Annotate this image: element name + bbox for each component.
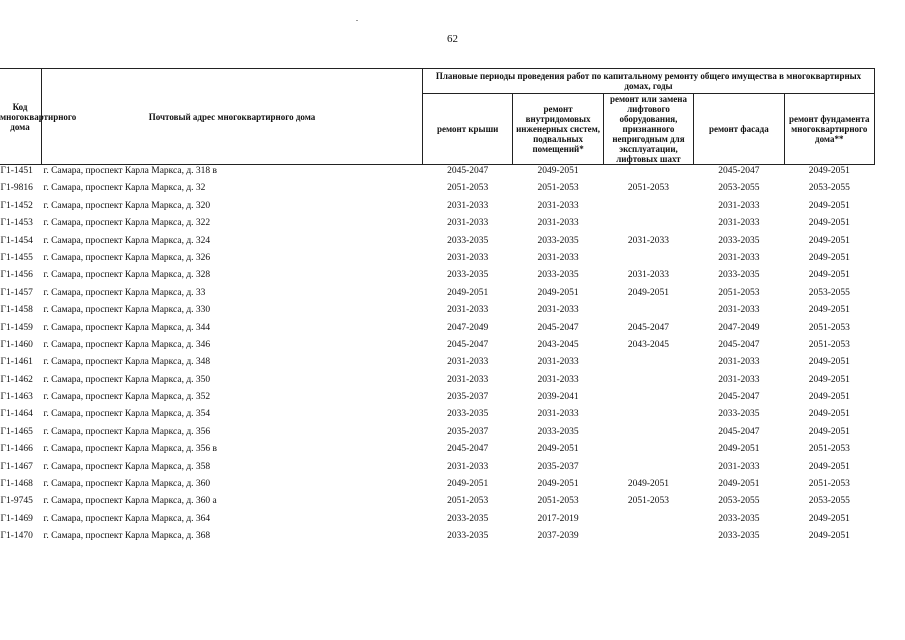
roof-period-cell: 2031-2033 bbox=[447, 305, 489, 316]
table-row bbox=[0, 391, 875, 408]
code-cell: Г1-1453 bbox=[0, 218, 33, 229]
address-cell: г. Самара, проспект Карла Маркса, д. 356 в bbox=[43, 444, 218, 455]
systems-period-cell: 2051-2053 bbox=[537, 496, 579, 507]
table-row bbox=[0, 165, 875, 183]
foundation-period-cell: 2051-2053 bbox=[808, 322, 850, 333]
lift-period-cell bbox=[603, 530, 693, 547]
table-row bbox=[0, 235, 875, 252]
header-roof: ремонт крыши bbox=[423, 94, 513, 165]
table-row bbox=[0, 443, 875, 460]
lift-period-cell bbox=[603, 391, 693, 408]
table-row bbox=[0, 461, 875, 478]
table-row bbox=[0, 217, 875, 234]
systems-period-cell: 2037-2039 bbox=[537, 531, 579, 542]
address-cell: г. Самара, проспект Карла Маркса, д. 33 bbox=[43, 287, 206, 298]
header-foundation: ремонт фундамента многоквартирного дома** bbox=[784, 94, 874, 165]
lift-period-cell bbox=[603, 513, 693, 530]
roof-period-cell: 2031-2033 bbox=[447, 461, 489, 472]
facade-period-cell: 2047-2049 bbox=[718, 322, 760, 333]
code-cell: Г1-1465 bbox=[0, 426, 33, 437]
code-cell: Г1-1468 bbox=[0, 479, 33, 490]
foundation-period-cell: 2049-2051 bbox=[808, 392, 850, 403]
table-row bbox=[0, 530, 875, 547]
roof-period-cell: 2045-2047 bbox=[447, 444, 489, 455]
foundation-period-cell: 2049-2051 bbox=[808, 252, 850, 263]
header-systems: ремонт внутридомовых инженерных систем, подвальных помещений* bbox=[513, 94, 603, 165]
systems-period-cell: 2031-2033 bbox=[537, 305, 579, 316]
address-cell: г. Самара, проспект Карла Маркса, д. 352 bbox=[43, 392, 211, 403]
roof-period-cell: 2031-2033 bbox=[447, 200, 489, 211]
roof-period-cell: 2033-2035 bbox=[447, 531, 489, 542]
foundation-period-cell: 2049-2051 bbox=[808, 200, 850, 211]
foundation-period-cell: 2049-2051 bbox=[808, 409, 850, 420]
lift-period-cell bbox=[603, 374, 693, 391]
table-row bbox=[0, 200, 875, 217]
address-cell: г. Самара, проспект Карла Маркса, д. 360 а bbox=[43, 496, 217, 507]
roof-period-cell: 2045-2047 bbox=[447, 166, 489, 176]
code-cell: Г1-1462 bbox=[0, 374, 33, 385]
address-cell: г. Самара, проспект Карла Маркса, д. 346 bbox=[43, 339, 211, 350]
systems-period-cell: 2031-2033 bbox=[537, 252, 579, 263]
roof-period-cell: 2031-2033 bbox=[447, 374, 489, 385]
facade-period-cell: 2045-2047 bbox=[718, 426, 760, 437]
systems-period-cell: 2031-2033 bbox=[537, 409, 579, 420]
code-cell: Г1-9816 bbox=[0, 183, 33, 194]
foundation-period-cell: 2053-2055 bbox=[808, 183, 850, 194]
code-cell: Г1-1451 bbox=[0, 166, 33, 176]
roof-period-cell: 2033-2035 bbox=[447, 235, 489, 246]
facade-period-cell: 2053-2055 bbox=[718, 183, 760, 194]
roof-period-cell: 2031-2033 bbox=[447, 357, 489, 368]
code-cell: Г1-1455 bbox=[0, 252, 33, 263]
facade-period-cell: 2031-2033 bbox=[718, 357, 760, 368]
foundation-period-cell: 2049-2051 bbox=[808, 357, 850, 368]
address-cell: г. Самара, проспект Карла Маркса, д. 348 bbox=[43, 357, 211, 368]
table-row bbox=[0, 304, 875, 321]
systems-period-cell: 2031-2033 bbox=[537, 200, 579, 211]
systems-period-cell: 2031-2033 bbox=[537, 357, 579, 368]
systems-period-cell: 2049-2051 bbox=[537, 166, 579, 176]
foundation-period-cell: 2053-2055 bbox=[808, 287, 850, 298]
lift-period-cell bbox=[603, 443, 693, 460]
facade-period-cell: 2045-2047 bbox=[718, 166, 760, 176]
systems-period-cell: 2017-2019 bbox=[537, 513, 579, 524]
systems-period-cell: 2039-2041 bbox=[537, 392, 579, 403]
lift-period-cell bbox=[603, 356, 693, 373]
roof-period-cell: 2045-2047 bbox=[447, 339, 489, 350]
table-row bbox=[0, 322, 875, 339]
address-cell: г. Самара, проспект Карла Маркса, д. 368 bbox=[43, 531, 211, 542]
foundation-period-cell: 2051-2053 bbox=[808, 479, 850, 490]
foundation-period-cell: 2049-2051 bbox=[808, 305, 850, 316]
address-cell: г. Самара, проспект Карла Маркса, д. 320 bbox=[43, 200, 211, 211]
lift-period-cell bbox=[603, 304, 693, 321]
roof-period-cell: 2035-2037 bbox=[447, 392, 489, 403]
systems-period-cell: 2049-2051 bbox=[537, 479, 579, 490]
foundation-period-cell: 2051-2053 bbox=[808, 444, 850, 455]
table-row bbox=[0, 495, 875, 512]
lift-period-cell: 2031-2033 bbox=[627, 235, 670, 246]
systems-period-cell: 2049-2051 bbox=[537, 287, 579, 298]
systems-period-cell: 2043-2045 bbox=[537, 339, 579, 350]
systems-period-cell: 2035-2037 bbox=[537, 461, 579, 472]
lift-period-cell: 2031-2033 bbox=[627, 270, 670, 281]
address-cell: г. Самара, проспект Карла Маркса, д. 344 bbox=[43, 322, 211, 333]
lift-period-cell: 2051-2053 bbox=[627, 183, 670, 194]
foundation-period-cell: 2049-2051 bbox=[808, 166, 850, 176]
header-facade: ремонт фасада bbox=[694, 94, 784, 165]
lift-period-cell bbox=[603, 200, 693, 217]
systems-period-cell: 2031-2033 bbox=[537, 218, 579, 229]
code-cell: Г1-1470 bbox=[0, 531, 33, 542]
table-row bbox=[0, 252, 875, 269]
header-lift: ремонт или замена лифтового оборудования, признанного непригодным для эксплуатации, лифтовых шахт bbox=[603, 94, 693, 165]
code-cell: Г1-1459 bbox=[0, 322, 33, 333]
lift-period-cell: 2045-2047 bbox=[627, 322, 670, 333]
code-cell: Г1-1466 bbox=[0, 444, 33, 455]
address-cell: г. Самара, проспект Карла Маркса, д. 364 bbox=[43, 513, 211, 524]
lift-period-cell bbox=[603, 461, 693, 478]
foundation-period-cell: 2049-2051 bbox=[808, 461, 850, 472]
code-cell: Г1-1461 bbox=[0, 357, 33, 368]
header-address: Почтовый адрес многоквартирного дома bbox=[42, 69, 423, 165]
roof-period-cell: 2049-2051 bbox=[447, 287, 489, 298]
facade-period-cell: 2033-2035 bbox=[718, 531, 760, 542]
header-code: Код многоквартирного дома bbox=[0, 69, 42, 165]
roof-period-cell: 2047-2049 bbox=[447, 322, 489, 333]
foundation-period-cell: 2049-2051 bbox=[808, 374, 850, 385]
facade-period-cell: 2049-2051 bbox=[718, 479, 760, 490]
lift-period-cell: 2051-2053 bbox=[627, 496, 670, 507]
foundation-period-cell: 2049-2051 bbox=[808, 218, 850, 229]
roof-period-cell: 2031-2033 bbox=[447, 252, 489, 263]
code-cell: Г1-1452 bbox=[0, 200, 33, 211]
table-row bbox=[0, 339, 875, 356]
code-cell: Г1-1467 bbox=[0, 461, 33, 472]
facade-period-cell: 2033-2035 bbox=[718, 513, 760, 524]
scan-mark bbox=[356, 20, 358, 21]
address-cell: г. Самара, проспект Карла Маркса, д. 358 bbox=[43, 461, 211, 472]
lift-period-cell: 2043-2045 bbox=[627, 339, 670, 350]
code-cell: Г1-1457 bbox=[0, 287, 33, 298]
facade-period-cell: 2031-2033 bbox=[718, 200, 760, 211]
roof-period-cell: 2051-2053 bbox=[447, 183, 489, 194]
roof-period-cell: 2035-2037 bbox=[447, 426, 489, 437]
foundation-period-cell: 2053-2055 bbox=[808, 496, 850, 507]
table-body bbox=[0, 165, 875, 548]
code-cell: Г1-1454 bbox=[0, 235, 33, 246]
address-cell: г. Самара, проспект Карла Маркса, д. 328 bbox=[43, 270, 211, 281]
foundation-period-cell: 2049-2051 bbox=[808, 513, 850, 524]
facade-period-cell: 2031-2033 bbox=[718, 305, 760, 316]
address-cell: г. Самара, проспект Карла Маркса, д. 326 bbox=[43, 252, 211, 263]
lift-period-cell: 2049-2051 bbox=[627, 287, 670, 298]
roof-period-cell: 2033-2035 bbox=[447, 409, 489, 420]
systems-period-cell: 2049-2051 bbox=[537, 444, 579, 455]
address-cell: г. Самара, проспект Карла Маркса, д. 330 bbox=[43, 305, 211, 316]
roof-period-cell: 2051-2053 bbox=[447, 496, 489, 507]
table-row bbox=[0, 287, 875, 304]
table-row bbox=[0, 478, 875, 495]
code-cell: Г1-1469 bbox=[0, 513, 33, 524]
roof-period-cell: 2033-2035 bbox=[447, 513, 489, 524]
facade-period-cell: 2031-2033 bbox=[718, 218, 760, 229]
foundation-period-cell: 2049-2051 bbox=[808, 426, 850, 437]
lift-period-cell: 2049-2051 bbox=[627, 479, 670, 490]
address-cell: г. Самара, проспект Карла Маркса, д. 360 bbox=[43, 479, 211, 490]
table-row bbox=[0, 182, 875, 199]
roof-period-cell: 2049-2051 bbox=[447, 479, 489, 490]
code-cell: Г1-1456 bbox=[0, 270, 33, 281]
facade-period-cell: 2031-2033 bbox=[718, 461, 760, 472]
lift-period-cell bbox=[603, 165, 693, 183]
facade-period-cell: 2033-2035 bbox=[718, 270, 760, 281]
table-row bbox=[0, 408, 875, 425]
facade-period-cell: 2033-2035 bbox=[718, 235, 760, 246]
address-cell: г. Самара, проспект Карла Маркса, д. 324 bbox=[43, 235, 211, 246]
facade-period-cell: 2045-2047 bbox=[718, 392, 760, 403]
foundation-period-cell: 2049-2051 bbox=[808, 531, 850, 542]
facade-period-cell: 2051-2053 bbox=[718, 287, 760, 298]
address-cell: г. Самара, проспект Карла Маркса, д. 32 bbox=[43, 183, 206, 194]
lift-period-cell bbox=[603, 408, 693, 425]
facade-period-cell: 2031-2033 bbox=[718, 252, 760, 263]
table-row bbox=[0, 374, 875, 391]
address-cell: г. Самара, проспект Карла Маркса, д. 350 bbox=[43, 374, 211, 385]
table-row bbox=[0, 513, 875, 530]
systems-period-cell: 2033-2035 bbox=[537, 426, 579, 437]
address-cell: г. Самара, проспект Карла Маркса, д. 318 в bbox=[43, 166, 218, 176]
code-cell: Г1-1463 bbox=[0, 392, 33, 403]
facade-period-cell: 2033-2035 bbox=[718, 409, 760, 420]
code-cell: Г1-9745 bbox=[0, 496, 33, 507]
lift-period-cell bbox=[603, 217, 693, 234]
facade-period-cell: 2053-2055 bbox=[718, 496, 760, 507]
table-row bbox=[0, 426, 875, 443]
systems-period-cell: 2045-2047 bbox=[537, 322, 579, 333]
table-row bbox=[0, 269, 875, 286]
systems-period-cell: 2033-2035 bbox=[537, 235, 579, 246]
page-number: 62 bbox=[447, 33, 458, 45]
roof-period-cell: 2033-2035 bbox=[447, 270, 489, 281]
facade-period-cell: 2045-2047 bbox=[718, 339, 760, 350]
facade-period-cell: 2049-2051 bbox=[718, 444, 760, 455]
systems-period-cell: 2033-2035 bbox=[537, 270, 579, 281]
facade-period-cell: 2031-2033 bbox=[718, 374, 760, 385]
foundation-period-cell: 2051-2053 bbox=[808, 339, 850, 350]
code-cell: Г1-1464 bbox=[0, 409, 33, 420]
lift-period-cell bbox=[603, 252, 693, 269]
foundation-period-cell: 2049-2051 bbox=[808, 235, 850, 246]
systems-period-cell: 2051-2053 bbox=[537, 183, 579, 194]
address-cell: г. Самара, проспект Карла Маркса, д. 354 bbox=[43, 409, 211, 420]
address-cell: г. Самара, проспект Карла Маркса, д. 322 bbox=[43, 218, 211, 229]
repair-schedule-table bbox=[0, 68, 875, 548]
table-row bbox=[0, 356, 875, 373]
code-cell: Г1-1460 bbox=[0, 339, 33, 350]
foundation-period-cell: 2049-2051 bbox=[808, 270, 850, 281]
systems-period-cell: 2031-2033 bbox=[537, 374, 579, 385]
header-periods: Плановые периоды проведения работ по капитальному ремонту общего имущества в многоквартирных домах, годы bbox=[423, 69, 875, 94]
lift-period-cell bbox=[603, 426, 693, 443]
roof-period-cell: 2031-2033 bbox=[447, 218, 489, 229]
code-cell: Г1-1458 bbox=[0, 305, 33, 316]
address-cell: г. Самара, проспект Карла Маркса, д. 356 bbox=[43, 426, 211, 437]
